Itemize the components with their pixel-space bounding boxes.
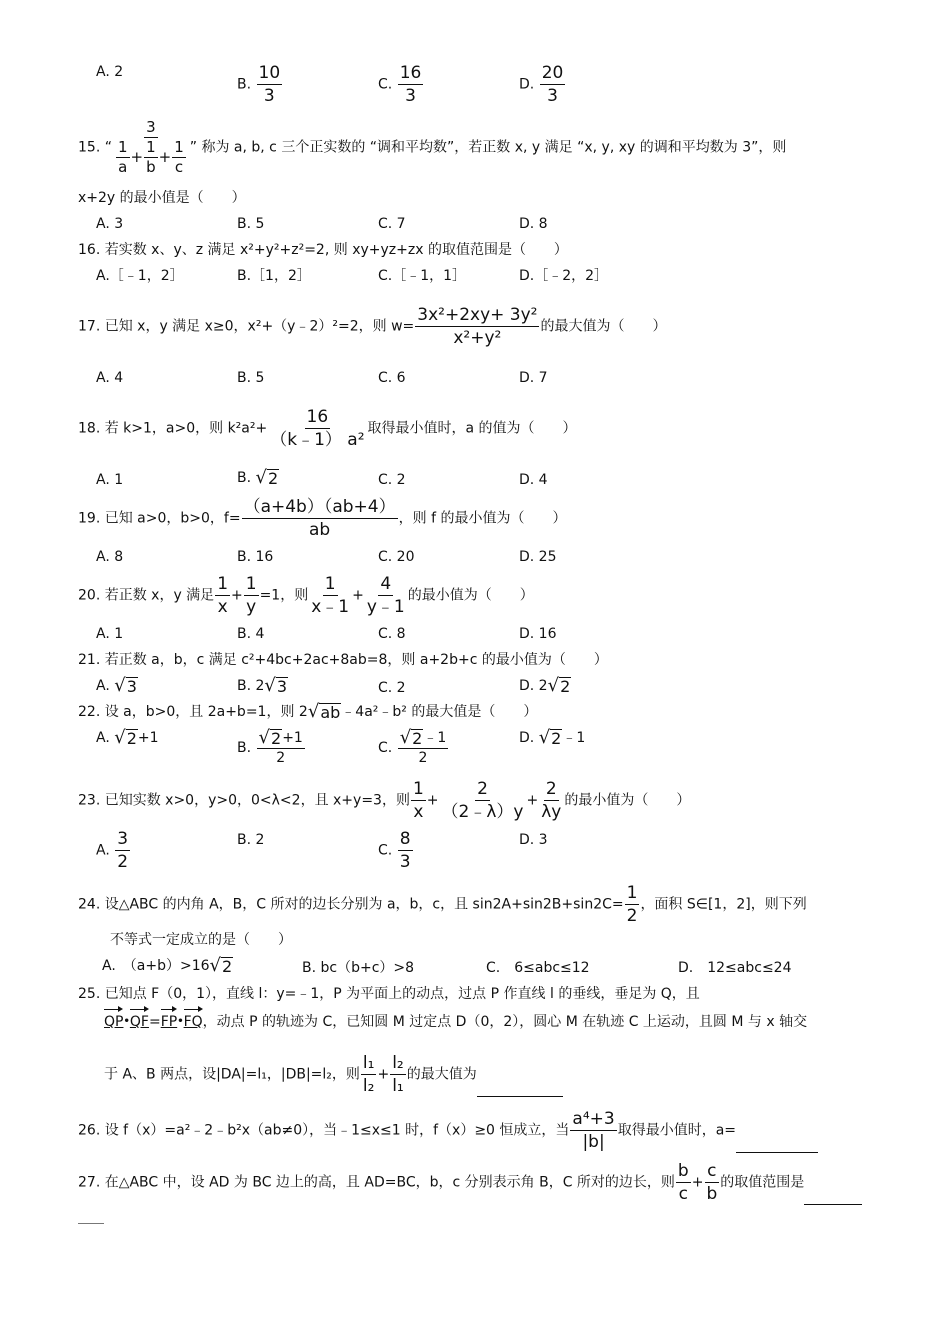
q17-option-a: A. 4 [96,370,124,386]
q17-option-d: D. 7 [519,370,548,386]
q24-option-b: B. bc（b+c）>8 [302,960,415,976]
q18-option-a: A. 1 [96,472,124,488]
q23-option-a: A. $\frac{3}{2}$ [96,829,129,872]
q25-stem-cont2: 于 A、B 两点，设|DA|=l₁，|DB|=l₂，则 $\frac{\text{l₁}}{\text{l₂}}$ + $\frac{\text{l₂}}{\text{l₁}}$ 的最大值为 [104,1052,563,1097]
q22-option-d: D. √ 2 ﹣1 [519,727,586,748]
q27-stem: 27. 在△ABC 中，设 AD 为 BC 边上的高，且 AD=BC，b，c 分别表示角 B，C 所对的边长，则 $\frac{b}{c}$ + $\frac{c}{b}$ 的取值范围是 [78,1160,862,1205]
q17-option-c: C. 6 [378,370,406,386]
q22-option-a: A. √ 2 +1 [96,727,159,748]
q16-option-d: D.［﹣2，2］ [519,268,609,284]
q20-stem: 20. 若正数 x，y 满足 $\frac{1}{x}$ + $\frac{1}{y}$ =1，则 $\frac{1}{x﹣1}$ + $\frac{4}{y﹣1}$ 的最小值为（ ） [78,574,534,617]
q21-option-b: B. 2 √ 3 [237,675,288,696]
q22-option-c: C. √ 2 ﹣1 2 [378,727,447,766]
q19-option-c: C. 20 [378,549,415,565]
q23-option-b: B. 2 [237,832,265,848]
q18-option-d: D. 4 [519,472,548,488]
q14-option-b: B. $\frac{10}{3}$ [237,63,281,106]
q23-option-d: D. 3 [519,832,548,848]
q25-stem: 25. 已知点 F（0，1），直线 l：y=﹣1，P 为平面上的动点，过点 P 作直线 l 的垂线，垂足为 Q，且 [78,986,700,1002]
q15-option-d: D. 8 [519,216,548,232]
q22-stem: 22. 设 a，b>0，且 2a+b=1，则 2 √ ab ﹣4a²﹣b² 的最大值是（ ） [78,701,538,722]
q18-option-b: B. √ 2 [237,467,279,488]
q14-option-a: A. 2 [96,64,124,80]
q17-stem: 17. 已知 x，y 满足 x≥0，x²+（y﹣2）²=2，则 w= $\frac{\text{3x²+2xy+ 3y²}}{\text{x²+y²}}$ 的最大值为（ ） [78,305,667,348]
q26-answer-blank[interactable] [736,1134,818,1153]
q23-stem: 23. 已知实数 x>0，y>0，0<λ<2，且 x+y=3，则 $\frac{1}{x}$ + $\frac{2}{(2﹣\lambda)y}$ + $\frac{2}{\lambda y}$ 的最小值为（ ） [78,779,691,822]
q14-option-c: C. $\frac{16}{3}$ [378,63,422,106]
q21-option-d: D. 2 √ 2 [519,675,571,696]
q14-option-d: D. $\frac{20}{3}$ [519,63,564,106]
q15-option-a: A. 3 [96,216,124,232]
q27-answer-blank[interactable] [804,1186,862,1205]
q18-option-c: C. 2 [378,472,406,488]
q25-answer-blank[interactable] [477,1078,563,1097]
q15-stem: 15. “ 3 $\frac{1}{a}$ + $\frac{1}{b}$ + $\frac{1}{c}$ ” 称为 a, b, c 三个正实数的 “调和平均数”，若正数 x, y 满足 “x, y, xy 的调和平均数为 3”，则 [78,118,787,176]
q18-stem: 18. 若 k>1，a>0，则 k²a²+ $\frac{16}{\text{（k﹣1） a²}}$ 取得最小值时，a 的值为（ ） [78,407,577,450]
q16-option-a: A.［﹣1，2］ [96,268,184,284]
q15-stem-cont: x+2y 的最小值是（ ） [78,190,246,206]
q20-option-b: B. 4 [237,626,265,642]
q19-option-b: B. 16 [237,549,274,565]
q21-stem: 21. 若正数 a，b，c 满足 c²+4bc+2ac+8ab=8，则 a+2b+c 的最小值为（ ） [78,652,608,668]
q20-option-d: D. 16 [519,626,557,642]
q20-option-c: C. 8 [378,626,406,642]
q24-stem: 24. 设△ABC 的内角 A，B，C 所对的边长分别为 a，b，c，且 sin2A+sin2B+sin2C= $\frac{1}{2}$ ，面积 S∈[1，2]，则下列 [78,883,807,926]
q19-stem: 19. 已知 a>0，b>0，f= $\frac{(a+4b)(ab+4)}{ab}$ ，则 f 的最小值为（ ） [78,497,567,540]
q19-option-a: A. 8 [96,549,124,565]
q26-stem: 26. 设 f（x）=a²﹣2﹣b²x（ab≠0），当﹣1≤x≤1 时，f（x）≥0 恒成立，当 $\frac{\text{a⁴+3}}{|b|}$ 取得最小值时，a= [78,1108,818,1153]
q15-option-c: C. 7 [378,216,406,232]
q22-option-b: B. √ 2 +1 2 [237,727,303,766]
q24-option-c: C. 6≤abc≤12 [486,960,590,976]
q16-option-c: C.［﹣1，1］ [378,268,467,284]
q16-stem: 16. 若实数 x、y、z 满足 x²+y²+z²=2, 则 xy+yz+zx 的取值范围是（ ） [78,242,568,258]
q24-option-a: A. （a+b）>16 √ 2 [102,955,233,976]
q16-option-b: B.［1，2］ [237,268,311,284]
q25-stem-cont: QP•QF=FP•FQ，动点 P 的轨迹为 C，已知圆 M 过定点 D（0，2），圆心 M 在轨迹 C 上运动，且圆 M 与 x 轴交 [104,1014,808,1030]
q23-option-c: C. $\frac{8}{3}$ [378,829,411,872]
q15-option-b: B. 5 [237,216,265,232]
q19-option-d: D. 25 [519,549,557,565]
q20-option-a: A. 1 [96,626,124,642]
q17-option-b: B. 5 [237,370,265,386]
q24-option-d: D. 12≤abc≤24 [678,960,792,976]
q21-option-a: A. √ 3 [96,675,137,696]
footnote-divider [78,1223,104,1224]
q24-stem-cont: 不等式一定成立的是（ ） [110,932,292,948]
q21-option-c: C. 2 [378,680,406,696]
